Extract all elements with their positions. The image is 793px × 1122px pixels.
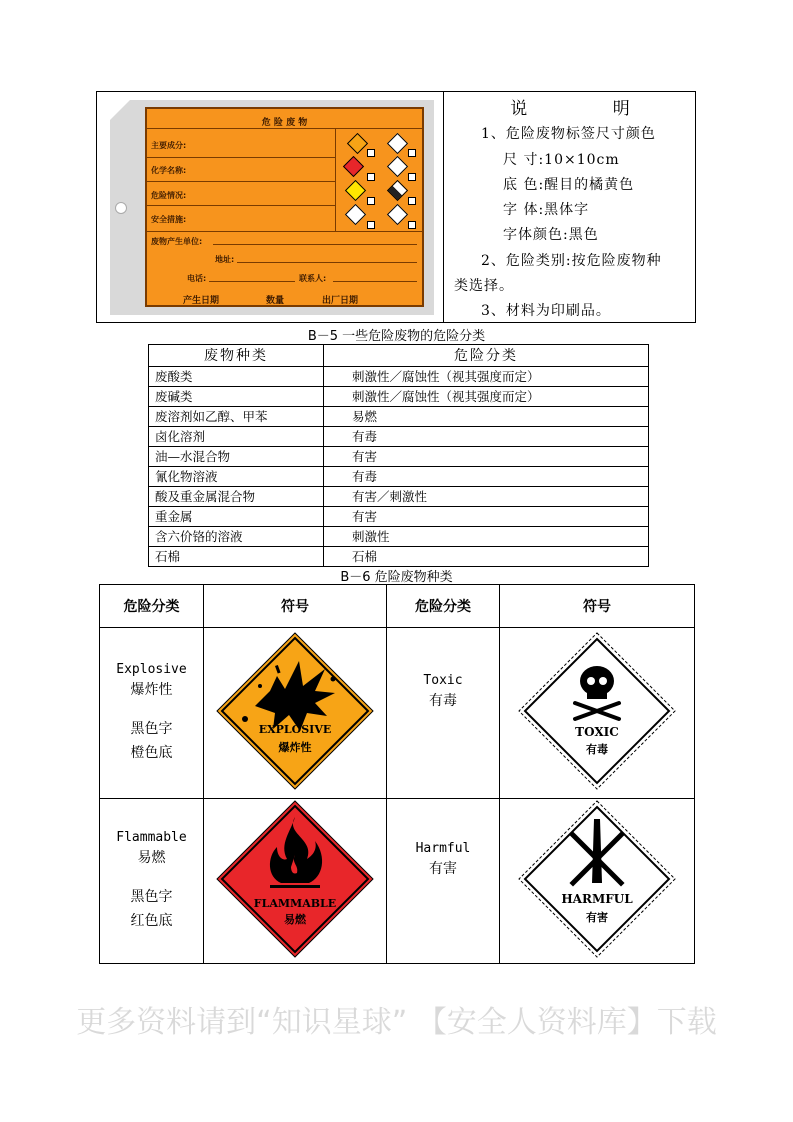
b5-cell: 有毒 [324, 427, 649, 447]
explosive-mini-icon [347, 133, 368, 154]
table-row [149, 527, 649, 547]
label-ship-date: 出厂日期 [322, 296, 359, 306]
class-en: Flammable [116, 829, 187, 845]
class-cn: 有害 [429, 860, 457, 877]
class-note: 橙色底 [130, 744, 173, 761]
explain-title: 说 明 [510, 99, 670, 119]
label-row-chemical: 化学名称: [151, 166, 187, 175]
label-address: 地址: [215, 255, 235, 264]
flammable-checkbox[interactable] [367, 173, 375, 181]
b5-header-type: 废物种类 [149, 345, 324, 367]
harmful-sign-en: HARMFUL [561, 892, 633, 906]
class-en: Harmful [415, 840, 471, 856]
b6-header-symbol-2: 符号 [500, 585, 695, 628]
watermark: 更多资料请到“知识星球” 【安全人资料库】下载 [76, 1005, 717, 1040]
b5-cell: 有害／刺激性 [324, 487, 649, 507]
b5-cell: 刺激性 [324, 527, 649, 547]
toxic-mini-icon [387, 133, 408, 154]
harmful-checkbox[interactable] [408, 173, 416, 181]
flammable-sign-en: FLAMMABLE [253, 897, 337, 910]
label-spec-divider [443, 91, 444, 323]
class-en: Explosive [116, 661, 187, 677]
table-b5-caption: B－5 一些危险废物的危险分类 [307, 329, 486, 344]
harmful-mini-icon [387, 156, 408, 177]
table-row [149, 407, 649, 427]
label-contact: 联系人: [299, 274, 327, 283]
table-b5 [148, 344, 649, 567]
harmful-sign-cn: 有害 [586, 911, 608, 924]
class-cn: 有毒 [429, 692, 457, 709]
label-tag-notch [108, 100, 130, 122]
irritant-mini-icon [345, 204, 366, 225]
hazardous-waste-label [145, 107, 424, 307]
class-toxic [387, 628, 500, 799]
b5-cell: 废溶剂如乙醇、甲苯 [149, 407, 324, 427]
class-cn: 爆炸性 [130, 681, 173, 698]
oxidizer-checkbox[interactable] [367, 197, 375, 205]
table-row [149, 447, 649, 467]
corrosive-mini-icon [387, 180, 408, 201]
explain-line-6: 2、危险类别:按危险废物种 [481, 253, 662, 269]
toxic-sign-cn: 有毒 [586, 743, 608, 756]
label-row-composition: 主要成分: [151, 141, 187, 150]
class-cn: 易燃 [137, 849, 166, 866]
label-produced-date: 产生日期 [183, 296, 220, 306]
corrosive-checkbox[interactable] [408, 197, 416, 205]
explain-line-5: 字体颜色:黑色 [503, 227, 599, 243]
b5-cell: 酸及重金属混合物 [149, 487, 324, 507]
b5-cell: 卤化溶剂 [149, 427, 324, 447]
symbol-harmful [500, 799, 695, 964]
symbol-toxic [500, 628, 695, 799]
class-en: Toxic [423, 672, 463, 688]
class-note: 黑色字 [130, 888, 173, 905]
explosive-sign-en: EXPLOSIVE [258, 723, 332, 736]
b5-cell: 重金属 [149, 507, 324, 527]
label-title: 危 险 废 物 [261, 118, 308, 128]
label-quantity: 数量 [266, 296, 285, 306]
explain-line-4: 字 体:黑体字 [503, 202, 590, 218]
flammable-mini-icon [343, 156, 364, 177]
label-row-safety: 安全措施: [151, 215, 187, 224]
label-phone: 电话: [187, 274, 207, 283]
label-tag-hole [115, 202, 127, 214]
oxidizer-mini-icon [345, 180, 366, 201]
b5-cell: 氰化物溶液 [149, 467, 324, 487]
b5-cell: 易燃 [324, 407, 649, 427]
symbol-flammable [204, 799, 387, 964]
toxic-checkbox[interactable] [408, 149, 416, 157]
class-flammable [100, 799, 204, 964]
class-explosive [100, 628, 204, 799]
b6-header-class-2: 危险分类 [387, 585, 500, 628]
table-row [100, 799, 695, 964]
table-row [149, 547, 649, 567]
explain-line-2: 尺 寸:10×10cm [503, 152, 620, 168]
asbestos-checkbox[interactable] [408, 221, 416, 229]
table-row [149, 427, 649, 447]
class-harmful [387, 799, 500, 964]
explosive-checkbox[interactable] [367, 149, 375, 157]
b5-cell: 石棉 [149, 547, 324, 567]
table-row [149, 487, 649, 507]
b5-cell: 有害 [324, 507, 649, 527]
irritant-checkbox[interactable] [367, 221, 375, 229]
label-unit: 废物产生单位: [151, 237, 203, 246]
b5-cell: 有毒 [324, 467, 649, 487]
class-note: 红色底 [130, 912, 173, 929]
table-b6-caption: B－6 危险废物种类 [340, 570, 453, 585]
explosive-sign-cn: 爆炸性 [278, 741, 312, 754]
toxic-sign-en: TOXIC [575, 725, 619, 739]
table-row [149, 507, 649, 527]
b5-cell: 废碱类 [149, 387, 324, 407]
explain-line-1: 1、危险废物标签尺寸颜色 [481, 126, 656, 142]
explain-line-3: 底 色:醒目的橘黄色 [503, 177, 635, 193]
b6-header-class-1: 危险分类 [100, 585, 204, 628]
explain-line-8: 3、材料为印刷品。 [481, 303, 611, 319]
b5-header-hazard: 危险分类 [324, 345, 649, 367]
table-b6 [99, 584, 695, 964]
harmful-cross-icon [517, 799, 677, 959]
label-row-hazard: 危险情况: [151, 191, 187, 200]
b5-cell: 有害 [324, 447, 649, 467]
b5-cell: 废酸类 [149, 367, 324, 387]
table-row [149, 467, 649, 487]
b5-cell: 含六价铬的溶液 [149, 527, 324, 547]
explain-line-7: 类选择。 [454, 278, 514, 294]
table-row [149, 367, 649, 387]
flammable-sign-cn: 易燃 [284, 913, 306, 926]
flame-icon [215, 799, 375, 959]
symbol-explosive [204, 628, 387, 799]
class-note: 黑色字 [130, 720, 173, 737]
b5-cell: 石棉 [324, 547, 649, 567]
b5-cell: 刺激性／腐蚀性（视其强度而定） [324, 367, 649, 387]
b5-cell: 油—水混合物 [149, 447, 324, 467]
b6-header-symbol-1: 符号 [204, 585, 387, 628]
asbestos-mini-icon [387, 204, 408, 225]
explosive-icon [215, 631, 375, 791]
table-row [149, 387, 649, 407]
table-row [100, 628, 695, 799]
skull-icon [517, 631, 677, 791]
b5-cell: 刺激性／腐蚀性（视其强度而定） [324, 387, 649, 407]
